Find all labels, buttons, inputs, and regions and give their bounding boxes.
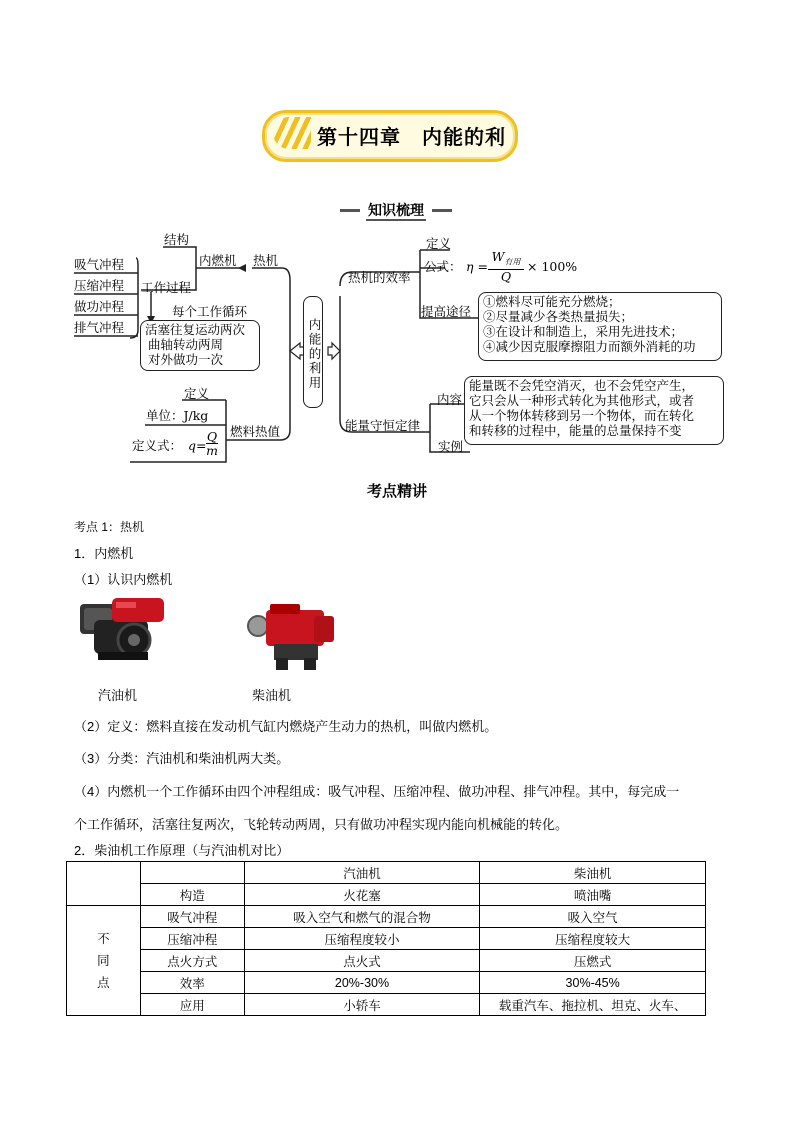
node-fuel-heat: 燃料热值	[230, 424, 281, 439]
node-improve: 提高途径	[421, 304, 472, 319]
cycle-paragraph-line1: （4）内燃机一个工作循环由四个冲程组成：吸气冲程、压缩冲程、做功冲程、排气冲程。其中，每完成一	[74, 784, 680, 799]
node-structure: 结构	[164, 232, 190, 247]
group-char: 点	[97, 975, 110, 990]
table-cell: 效率	[140, 972, 244, 994]
table-cell	[140, 862, 244, 884]
table-cell: 点火方式	[140, 950, 244, 972]
table-cell: 应用	[140, 994, 244, 1016]
kaodian-1: 考点 1：热机	[74, 520, 145, 534]
node-heat-engine: 热机	[253, 253, 279, 268]
classification-paragraph: （3）分类：汽油机和柴油机两大类。	[74, 751, 290, 766]
chapter-title: 第十四章 内能的利	[317, 125, 506, 149]
eff-formula-label: 公式：	[424, 259, 462, 274]
fraction-numerator: Q	[206, 429, 218, 444]
eff-formula-eta: η =	[466, 259, 488, 274]
eff-times-100: × 100%	[527, 259, 578, 274]
definition-paragraph: （2）定义：燃料直接在发动机气缸内燃烧产生动力的热机，叫做内燃机。	[74, 719, 498, 734]
table-cell: 小轿车	[244, 994, 480, 1016]
table-cell: 30%-45%	[480, 972, 706, 994]
table-group-label	[67, 906, 141, 1016]
improve-line-4: ④减少因克服摩擦阻力而额外消耗的功	[483, 339, 696, 354]
cons-example: 实例	[438, 439, 464, 454]
diesel-engine-label: 柴油机	[252, 688, 292, 703]
heading-internal-engine: 1．内燃机	[74, 546, 134, 561]
table-cell: 压燃式	[480, 950, 706, 972]
table-cell: 载重汽车、拖拉机、坦克、火车、	[480, 994, 706, 1016]
cons-line-4: 和转移的过程中，能量的总量保持不变	[469, 423, 682, 438]
hollow-arrow-right-icon	[328, 343, 340, 359]
cons-line-1: 能量既不会凭空消灭，也不会凭空产生，	[469, 378, 695, 393]
node-conservation: 能量守恒定律	[345, 418, 421, 433]
table-cell: 压缩程度较大	[480, 928, 706, 950]
sub-know-engine: （1）认识内燃机	[74, 572, 173, 587]
eff-numerator	[488, 250, 524, 270]
fuel-formula-q: q=	[188, 438, 207, 453]
table-cell: 20%-30%	[244, 972, 480, 994]
cons-line-2: 它只会从一种形式转化为其他形式，或者	[469, 393, 695, 408]
improve-box	[478, 292, 722, 361]
table-row	[67, 928, 706, 950]
cycle-paragraph-line2: 个工作循环，活塞往复两次，飞轮转动两周，只有做功冲程实现内能向机械能的转化。	[74, 817, 569, 832]
table-cell: 压缩冲程	[140, 928, 244, 950]
table-cell: 喷油嘴	[480, 884, 706, 906]
heading-diesel-principle: 2．柴油机工作原理（与汽油机对比）	[74, 843, 290, 858]
table-row	[67, 994, 706, 1016]
cycle-line-2: 曲轴转动两周	[148, 337, 224, 352]
table-cell	[67, 862, 141, 906]
table-row	[67, 972, 706, 994]
node-work-process: 工作过程	[141, 280, 192, 295]
improve-line-2: ②尽量减少各类热量损失；	[483, 309, 634, 324]
cons-line-3: 从一个物体转移到另一个物体，而在转化	[469, 408, 695, 423]
fraction-denominator: m	[206, 443, 218, 458]
stroke-exhaust: 排气冲程	[74, 320, 125, 335]
node-internal-engine: 内燃机	[199, 253, 237, 268]
cycle-box	[140, 320, 260, 371]
fuel-formula-fraction	[206, 430, 218, 457]
eff-denominator: Q	[500, 268, 512, 284]
table-row	[67, 906, 706, 928]
cons-content: 内容	[437, 392, 463, 407]
fuel-definition: 定义	[184, 386, 210, 401]
table-header-diesel: 柴油机	[480, 862, 706, 884]
eff-W-sub: 有用	[504, 257, 521, 267]
table-row	[67, 862, 706, 884]
kaodian-title: 考点精讲	[366, 483, 427, 500]
eff-formula-fraction	[488, 250, 524, 283]
table-row	[67, 884, 706, 906]
arrow-head	[238, 264, 246, 272]
fuel-formula-label: 定义式：	[132, 438, 183, 453]
comparison-table	[66, 861, 706, 1016]
gas-engine-label: 汽油机	[98, 688, 138, 703]
eff-W: W	[491, 249, 505, 264]
hollow-arrow-left-icon	[290, 343, 304, 359]
stroke-compression: 压缩冲程	[74, 278, 125, 293]
table-cell: 火花塞	[244, 884, 480, 906]
stroke-intake: 吸气冲程	[74, 257, 125, 272]
node-efficiency: 热机的效率	[348, 270, 411, 285]
table-cell: 吸入空气	[480, 906, 706, 928]
cycle-line-3: 对外做功一次	[148, 352, 224, 367]
table-cell: 点火式	[244, 950, 480, 972]
cycle-line-1: 活塞往复运动两次	[145, 322, 246, 337]
group-char: 同	[97, 953, 110, 968]
stroke-power: 做功冲程	[74, 299, 125, 314]
diesel-engine-image	[244, 600, 340, 672]
fuel-unit: 单位：J/kg	[146, 408, 209, 423]
table-cell: 吸气冲程	[140, 906, 244, 928]
eff-definition: 定义	[426, 236, 452, 251]
table-cell: 吸入空气和燃气的混合物	[244, 906, 480, 928]
group-char: 不	[97, 931, 110, 946]
improve-line-1: ①燃料尽可能充分燃烧；	[483, 294, 621, 309]
table-cell: 构造	[140, 884, 244, 906]
table-row	[67, 950, 706, 972]
mindmap-center: 内能的利用	[303, 296, 323, 408]
conservation-box	[464, 376, 724, 445]
gasoline-engine-image	[76, 592, 166, 664]
table-header-gasoline: 汽油机	[244, 862, 480, 884]
node-cycle-label: 每个工作循环	[172, 304, 248, 319]
table-cell: 压缩程度较小	[244, 928, 480, 950]
improve-line-3: ③在设计和制造上，采用先进技术；	[483, 324, 684, 339]
section-heading-text: 知识梳理	[368, 203, 424, 219]
